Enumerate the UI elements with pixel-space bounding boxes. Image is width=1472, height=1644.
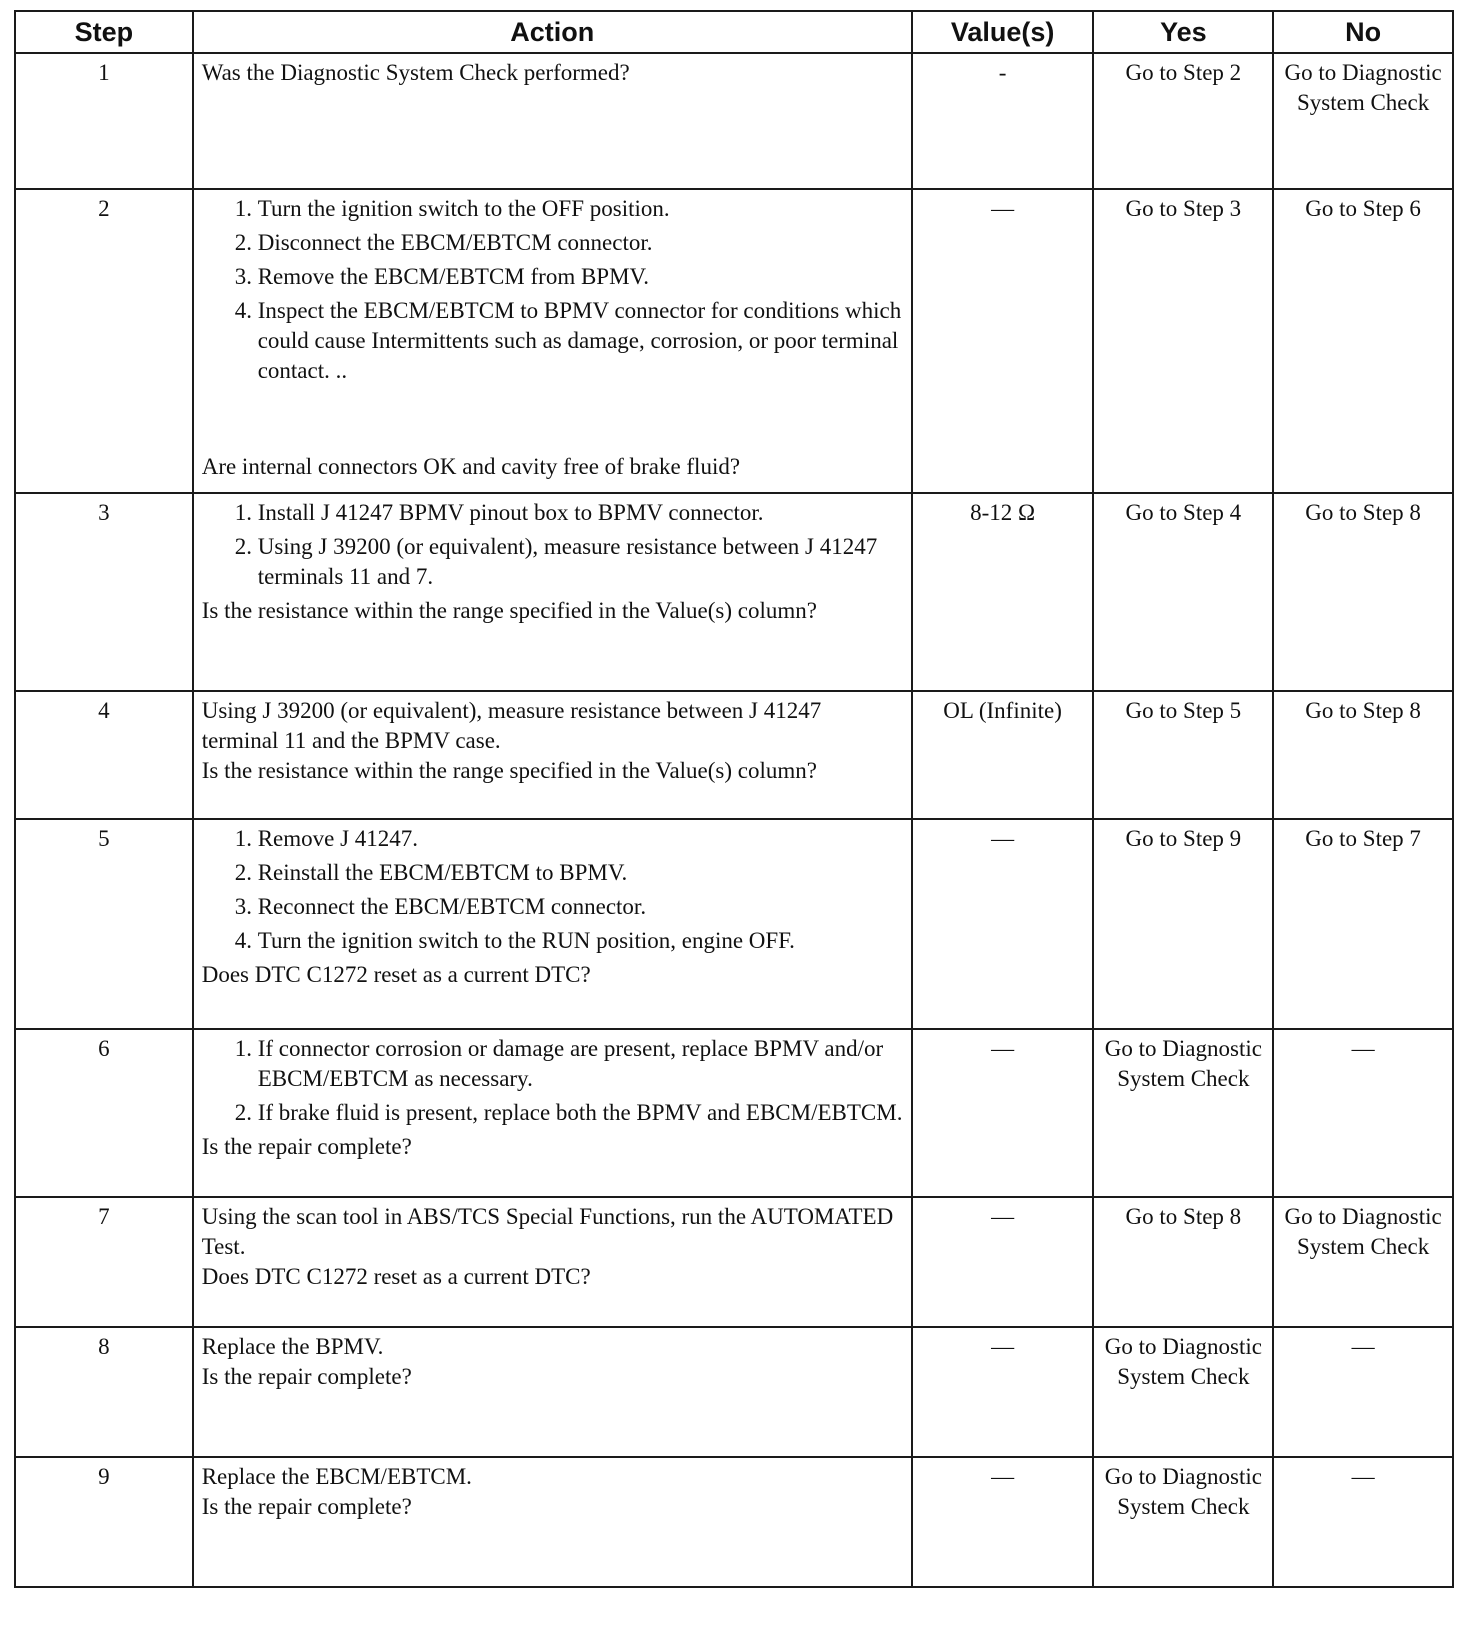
header-no: No (1273, 11, 1453, 53)
table-row (15, 1457, 1453, 1587)
yes-cell: Go to Step 2 (1093, 53, 1273, 189)
yes-cell: Go to Step 3 (1093, 189, 1273, 493)
action-question: Is the repair complete? (201, 1494, 412, 1519)
no-cell: — (1273, 1327, 1453, 1457)
action-cell (193, 1197, 912, 1327)
step-number: 4 (15, 691, 193, 819)
yes-cell: Go to Step 8 (1093, 1197, 1273, 1327)
table-row (15, 1029, 1453, 1197)
action-step: 1. Install J 41247 BPMV pinout box to BPMV connector. (258, 498, 903, 528)
action-question: Are internal connectors OK and cavity free of brake fluid? (201, 454, 741, 479)
value-cell: OL (Infinite) (912, 691, 1094, 819)
header-action: Action (193, 11, 912, 53)
action-question: Is the resistance within the range specified in the Value(s) column? (201, 758, 817, 783)
action-question: Does DTC C1272 reset as a current DTC? (201, 962, 591, 987)
yes-cell: Go to Diagnostic System Check (1093, 1457, 1273, 1587)
action-text: Replace the EBCM/EBTCM. (201, 1464, 472, 1489)
header-values: Value(s) (912, 11, 1094, 53)
action-cell (193, 819, 912, 1029)
value-cell: — (912, 1029, 1094, 1197)
action-cell (193, 691, 912, 819)
header-step: Step (15, 11, 193, 53)
table-row (15, 819, 1453, 1029)
action-step: 1. Turn the ignition switch to the OFF position. (258, 194, 903, 224)
action-step: 3. Reconnect the EBCM/EBTCM connector. (258, 892, 903, 922)
action-text: Using the scan tool in ABS/TCS Special Functions, run the AUTOMATED Test. (201, 1204, 894, 1259)
no-cell: Go to Diagnostic System Check (1273, 1197, 1453, 1327)
yes-cell: Go to Step 4 (1093, 493, 1273, 691)
action-step: 4. Turn the ignition switch to the RUN position, engine OFF. (258, 926, 903, 956)
no-cell: Go to Step 6 (1273, 189, 1453, 493)
no-cell: Go to Step 8 (1273, 691, 1453, 819)
action-steps-list (202, 498, 903, 592)
step-number: 8 (15, 1327, 193, 1457)
action-step: 2. If brake fluid is present, replace both the BPMV and EBCM/EBTCM. (258, 1098, 903, 1128)
action-question: Is the repair complete? (201, 1364, 412, 1389)
value-cell: — (912, 819, 1094, 1029)
action-cell (193, 1029, 912, 1197)
action-question: Is the resistance within the range specified in the Value(s) column? (201, 598, 817, 623)
value-cell: — (912, 1457, 1094, 1587)
action-step: 1. Remove J 41247. (258, 824, 903, 854)
step-number: 5 (15, 819, 193, 1029)
header-row (15, 11, 1453, 53)
table-row (15, 1197, 1453, 1327)
value-cell: — (912, 189, 1094, 493)
action-cell (193, 493, 912, 691)
table-row (15, 493, 1453, 691)
action-steps-list (202, 194, 903, 386)
yes-cell: Go to Step 9 (1093, 819, 1273, 1029)
diagnostic-table (14, 10, 1454, 1588)
action-cell (193, 53, 912, 189)
no-cell: Go to Diagnostic System Check (1273, 53, 1453, 189)
no-cell: Go to Step 7 (1273, 819, 1453, 1029)
action-step: 1. If connector corrosion or damage are present, replace BPMV and/or EBCM/EBTCM as necessary. (258, 1034, 903, 1094)
action-steps-list (202, 1034, 903, 1128)
table-row (15, 53, 1453, 189)
table-row (15, 691, 1453, 819)
action-question: Is the repair complete? (201, 1134, 412, 1159)
action-step: 4. Inspect the EBCM/EBTCM to BPMV connector for conditions which could cause Intermittents such as damage, corrosion, or poor terminal contact. .. (258, 296, 903, 386)
value-cell: — (912, 1197, 1094, 1327)
no-cell: — (1273, 1457, 1453, 1587)
step-number: 6 (15, 1029, 193, 1197)
action-question: Was the Diagnostic System Check performed? (201, 60, 630, 85)
value-cell: - (912, 53, 1094, 189)
action-text: Using J 39200 (or equivalent), measure resistance between J 41247 terminal 11 and the BPMV case. (201, 698, 822, 753)
action-cell (193, 1327, 912, 1457)
no-cell: — (1273, 1029, 1453, 1197)
action-text: Replace the BPMV. (201, 1334, 384, 1359)
action-cell (193, 189, 912, 493)
value-cell: 8-12 Ω (912, 493, 1094, 691)
action-steps-list (202, 824, 903, 956)
action-step: 2. Using J 39200 (or equivalent), measure resistance between J 41247 terminals 11 and 7. (258, 532, 903, 592)
table-row (15, 189, 1453, 493)
action-step: 2. Reinstall the EBCM/EBTCM to BPMV. (258, 858, 903, 888)
action-cell (193, 1457, 912, 1587)
value-cell: — (912, 1327, 1094, 1457)
step-number: 2 (15, 189, 193, 493)
yes-cell: Go to Diagnostic System Check (1093, 1327, 1273, 1457)
step-number: 1 (15, 53, 193, 189)
diagnostic-table-page (14, 10, 1454, 1588)
no-cell: Go to Step 8 (1273, 493, 1453, 691)
yes-cell: Go to Diagnostic System Check (1093, 1029, 1273, 1197)
step-number: 9 (15, 1457, 193, 1587)
step-number: 3 (15, 493, 193, 691)
step-number: 7 (15, 1197, 193, 1327)
action-step: 3. Remove the EBCM/EBTCM from BPMV. (258, 262, 903, 292)
table-row (15, 1327, 1453, 1457)
action-question: Does DTC C1272 reset as a current DTC? (201, 1264, 591, 1289)
action-step: 2. Disconnect the EBCM/EBTCM connector. (258, 228, 903, 258)
yes-cell: Go to Step 5 (1093, 691, 1273, 819)
header-yes: Yes (1093, 11, 1273, 53)
